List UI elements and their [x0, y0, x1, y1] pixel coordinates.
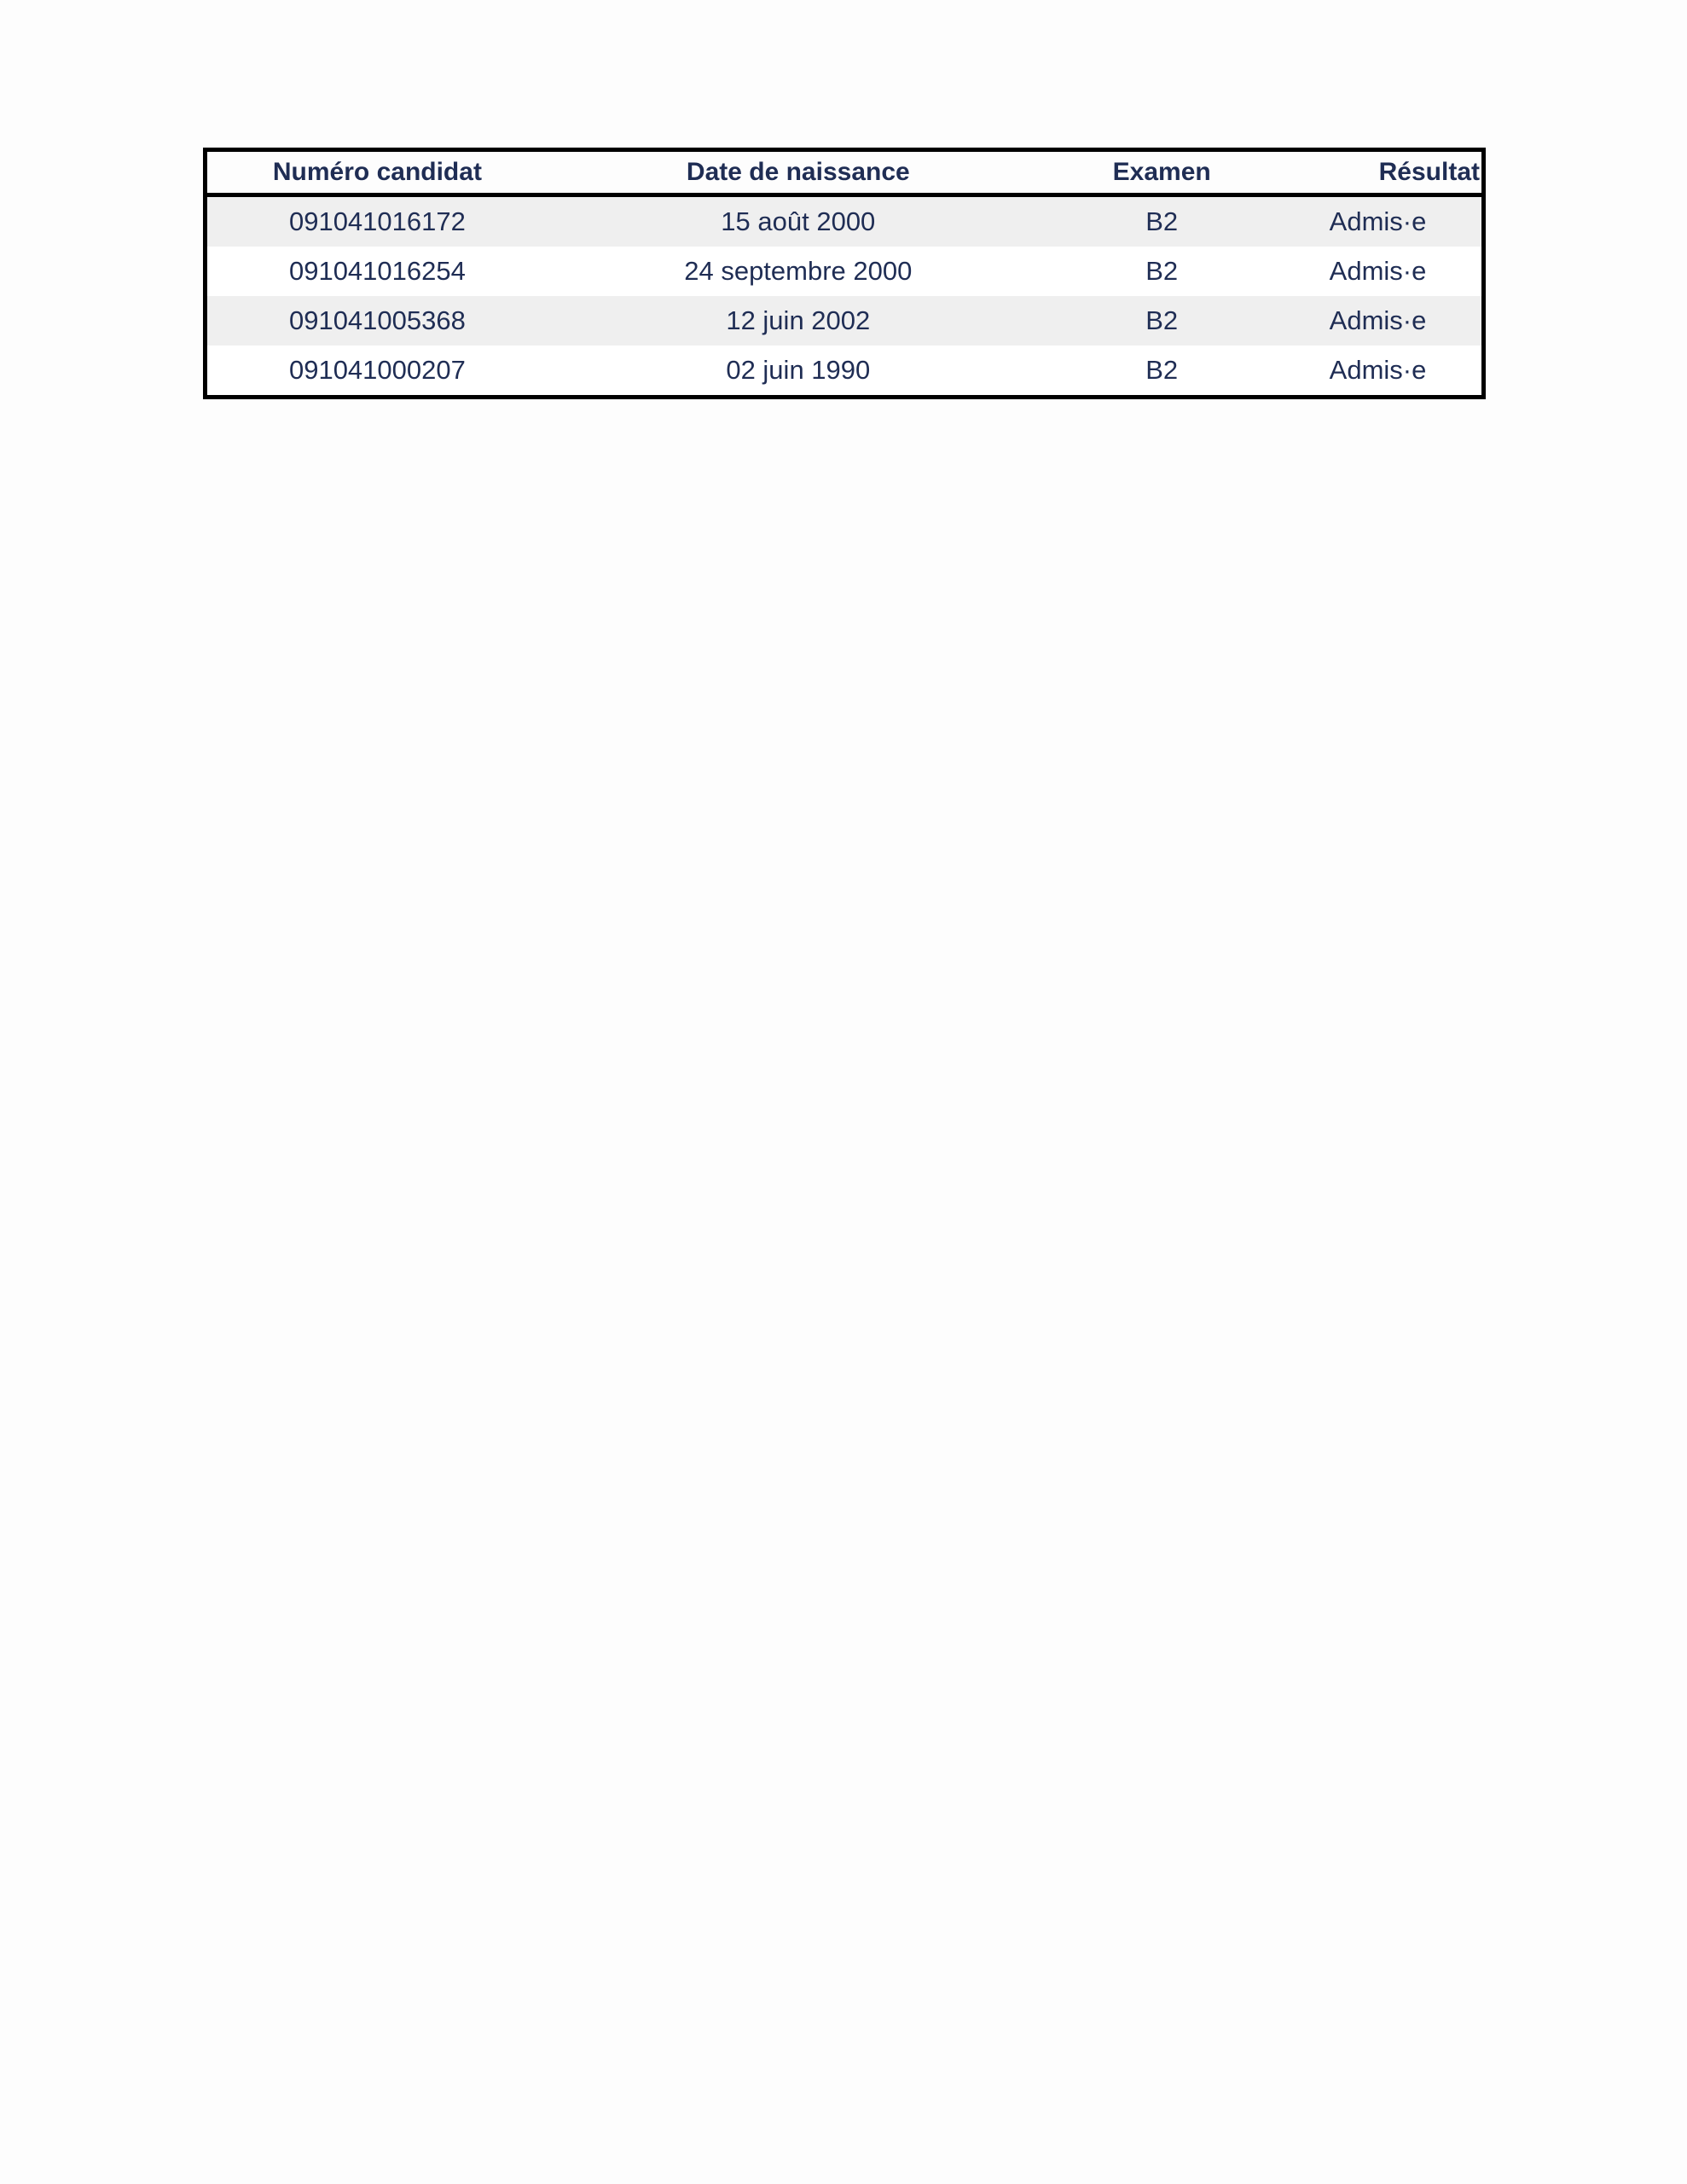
header-birth-date: Date de naissance: [548, 150, 1049, 195]
table-row: [206, 346, 1484, 398]
table-row: [206, 247, 1484, 296]
cell-candidate-number: 091041005368: [206, 296, 548, 346]
table-row: [206, 296, 1484, 346]
cell-candidate-number: 091041000207: [206, 346, 548, 398]
cell-result: Admis·e: [1275, 346, 1484, 398]
header-row: [206, 150, 1484, 195]
table-header: [206, 150, 1484, 195]
cell-result: Admis·e: [1275, 247, 1484, 296]
cell-birth-date: 15 août 2000: [548, 195, 1049, 247]
cell-birth-date: 02 juin 1990: [548, 346, 1049, 398]
cell-candidate-number: 091041016172: [206, 195, 548, 247]
header-candidate-number: Numéro candidat: [206, 150, 548, 195]
cell-result: Admis·e: [1275, 195, 1484, 247]
cell-result: Admis·e: [1275, 296, 1484, 346]
cell-exam: B2: [1049, 296, 1275, 346]
table-body: [206, 195, 1484, 398]
cell-exam: B2: [1049, 247, 1275, 296]
cell-exam: B2: [1049, 346, 1275, 398]
table-row: [206, 195, 1484, 247]
results-table: [203, 148, 1486, 399]
cell-exam: B2: [1049, 195, 1275, 247]
header-exam: Examen: [1049, 150, 1275, 195]
header-result: Résultat: [1275, 150, 1484, 195]
cell-birth-date: 12 juin 2002: [548, 296, 1049, 346]
cell-birth-date: 24 septembre 2000: [548, 247, 1049, 296]
cell-candidate-number: 091041016254: [206, 247, 548, 296]
